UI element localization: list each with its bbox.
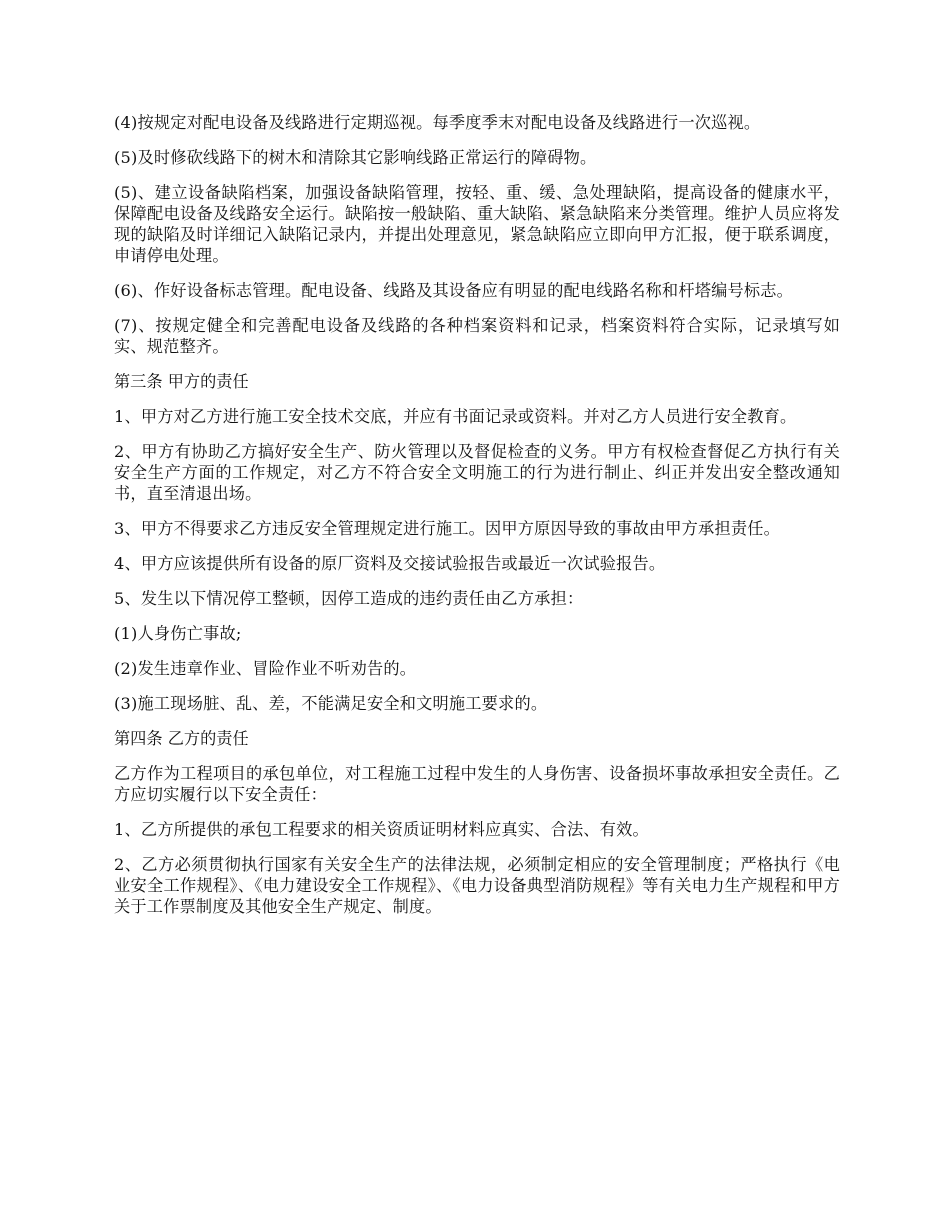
paragraph-inspection: (4)按规定对配电设备及线路进行定期巡视。每季度季末对配电设备及线路进行一次巡视。 (114, 113, 761, 132)
paragraph-defect-archive: (5)、建立设备缺陷档案，加强设备缺陷管理，按轻、重、缓、急处理缺陷，提高设备的健康水平，保障配电设备及线路安全运行。缺陷按一般缺陷、重大缺陷、紧急缺陷来分类管理。维护人员应将发现的缺陷及时详细记入缺陷记录内，并提出处理意见，紧急缺陷应立即向甲方汇报，便于联系调度，申请停电处理。 (114, 183, 840, 265)
section-heading-party-a: 第三条 甲方的责任 (114, 372, 249, 391)
paragraph-party-a-5: 5、发生以下情况停工整顿，因停工造成的违约责任由乙方承担： (114, 589, 584, 608)
paragraph-equipment-marking: (6)、作好设备标志管理。配电设备、线路及其设备应有明显的配电线路名称和杆塔编号标志。 (114, 281, 794, 300)
paragraph-party-a-3: 3、甲方不得要求乙方违反安全管理规定进行施工。因甲方原因导致的事故由甲方承担责任。 (114, 519, 780, 538)
paragraph-party-a-2: 2、甲方有协助乙方搞好安全生产、防火管理以及督促检查的义务。甲方有权检查督促乙方执行有关安全生产方面的工作规定，对乙方不符合安全文明施工的行为进行制止、纠正并发出安全整改通知书，直至清退出场。 (114, 442, 840, 503)
paragraph-party-b-intro: 乙方作为工程项目的承包单位，对工程施工过程中发生的人身伤害、设备损坏事故承担安全责任。乙方应切实履行以下安全责任： (114, 764, 840, 804)
paragraph-tree-clearing: (5)及时修砍线路下的树木和清除其它影响线路正常运行的障碍物。 (114, 148, 597, 167)
paragraph-records: (7)、按规定健全和完善配电设备及线路的各种档案资料和记录，档案资料符合实际，记录填写如实、规范整齐。 (114, 316, 840, 356)
paragraph-party-a-1: 1、甲方对乙方进行施工安全技术交底，并应有书面记录或资料。并对乙方人员进行安全教育。 (114, 407, 797, 426)
paragraph-party-b-1: 1、乙方所提供的承包工程要求的相关资质证明材料应真实、合法、有效。 (114, 820, 649, 839)
list-item-injury: (1)人身伤亡事故; (114, 624, 242, 643)
list-item-violation: (2)发生违章作业、冒险作业不听劝告的。 (114, 659, 417, 678)
section-heading-party-b: 第四条 乙方的责任 (114, 729, 249, 748)
list-item-site-condition: (3)施工现场脏、乱、差，不能满足安全和文明施工要求的。 (114, 694, 548, 713)
paragraph-party-a-4: 4、甲方应该提供所有设备的原厂资料及交接试验报告或最近一次试验报告。 (114, 554, 666, 573)
paragraph-party-b-2: 2、乙方必须贯彻执行国家有关安全生产的法律法规，必须制定相应的安全管理制度；严格执行《电业安全工作规程》、《电力建设安全工作规程》、《电力设备典型消防规程》等有关电力生产规程和甲方关于工作票制度及其他安全生产规定、制度。 (114, 855, 840, 916)
